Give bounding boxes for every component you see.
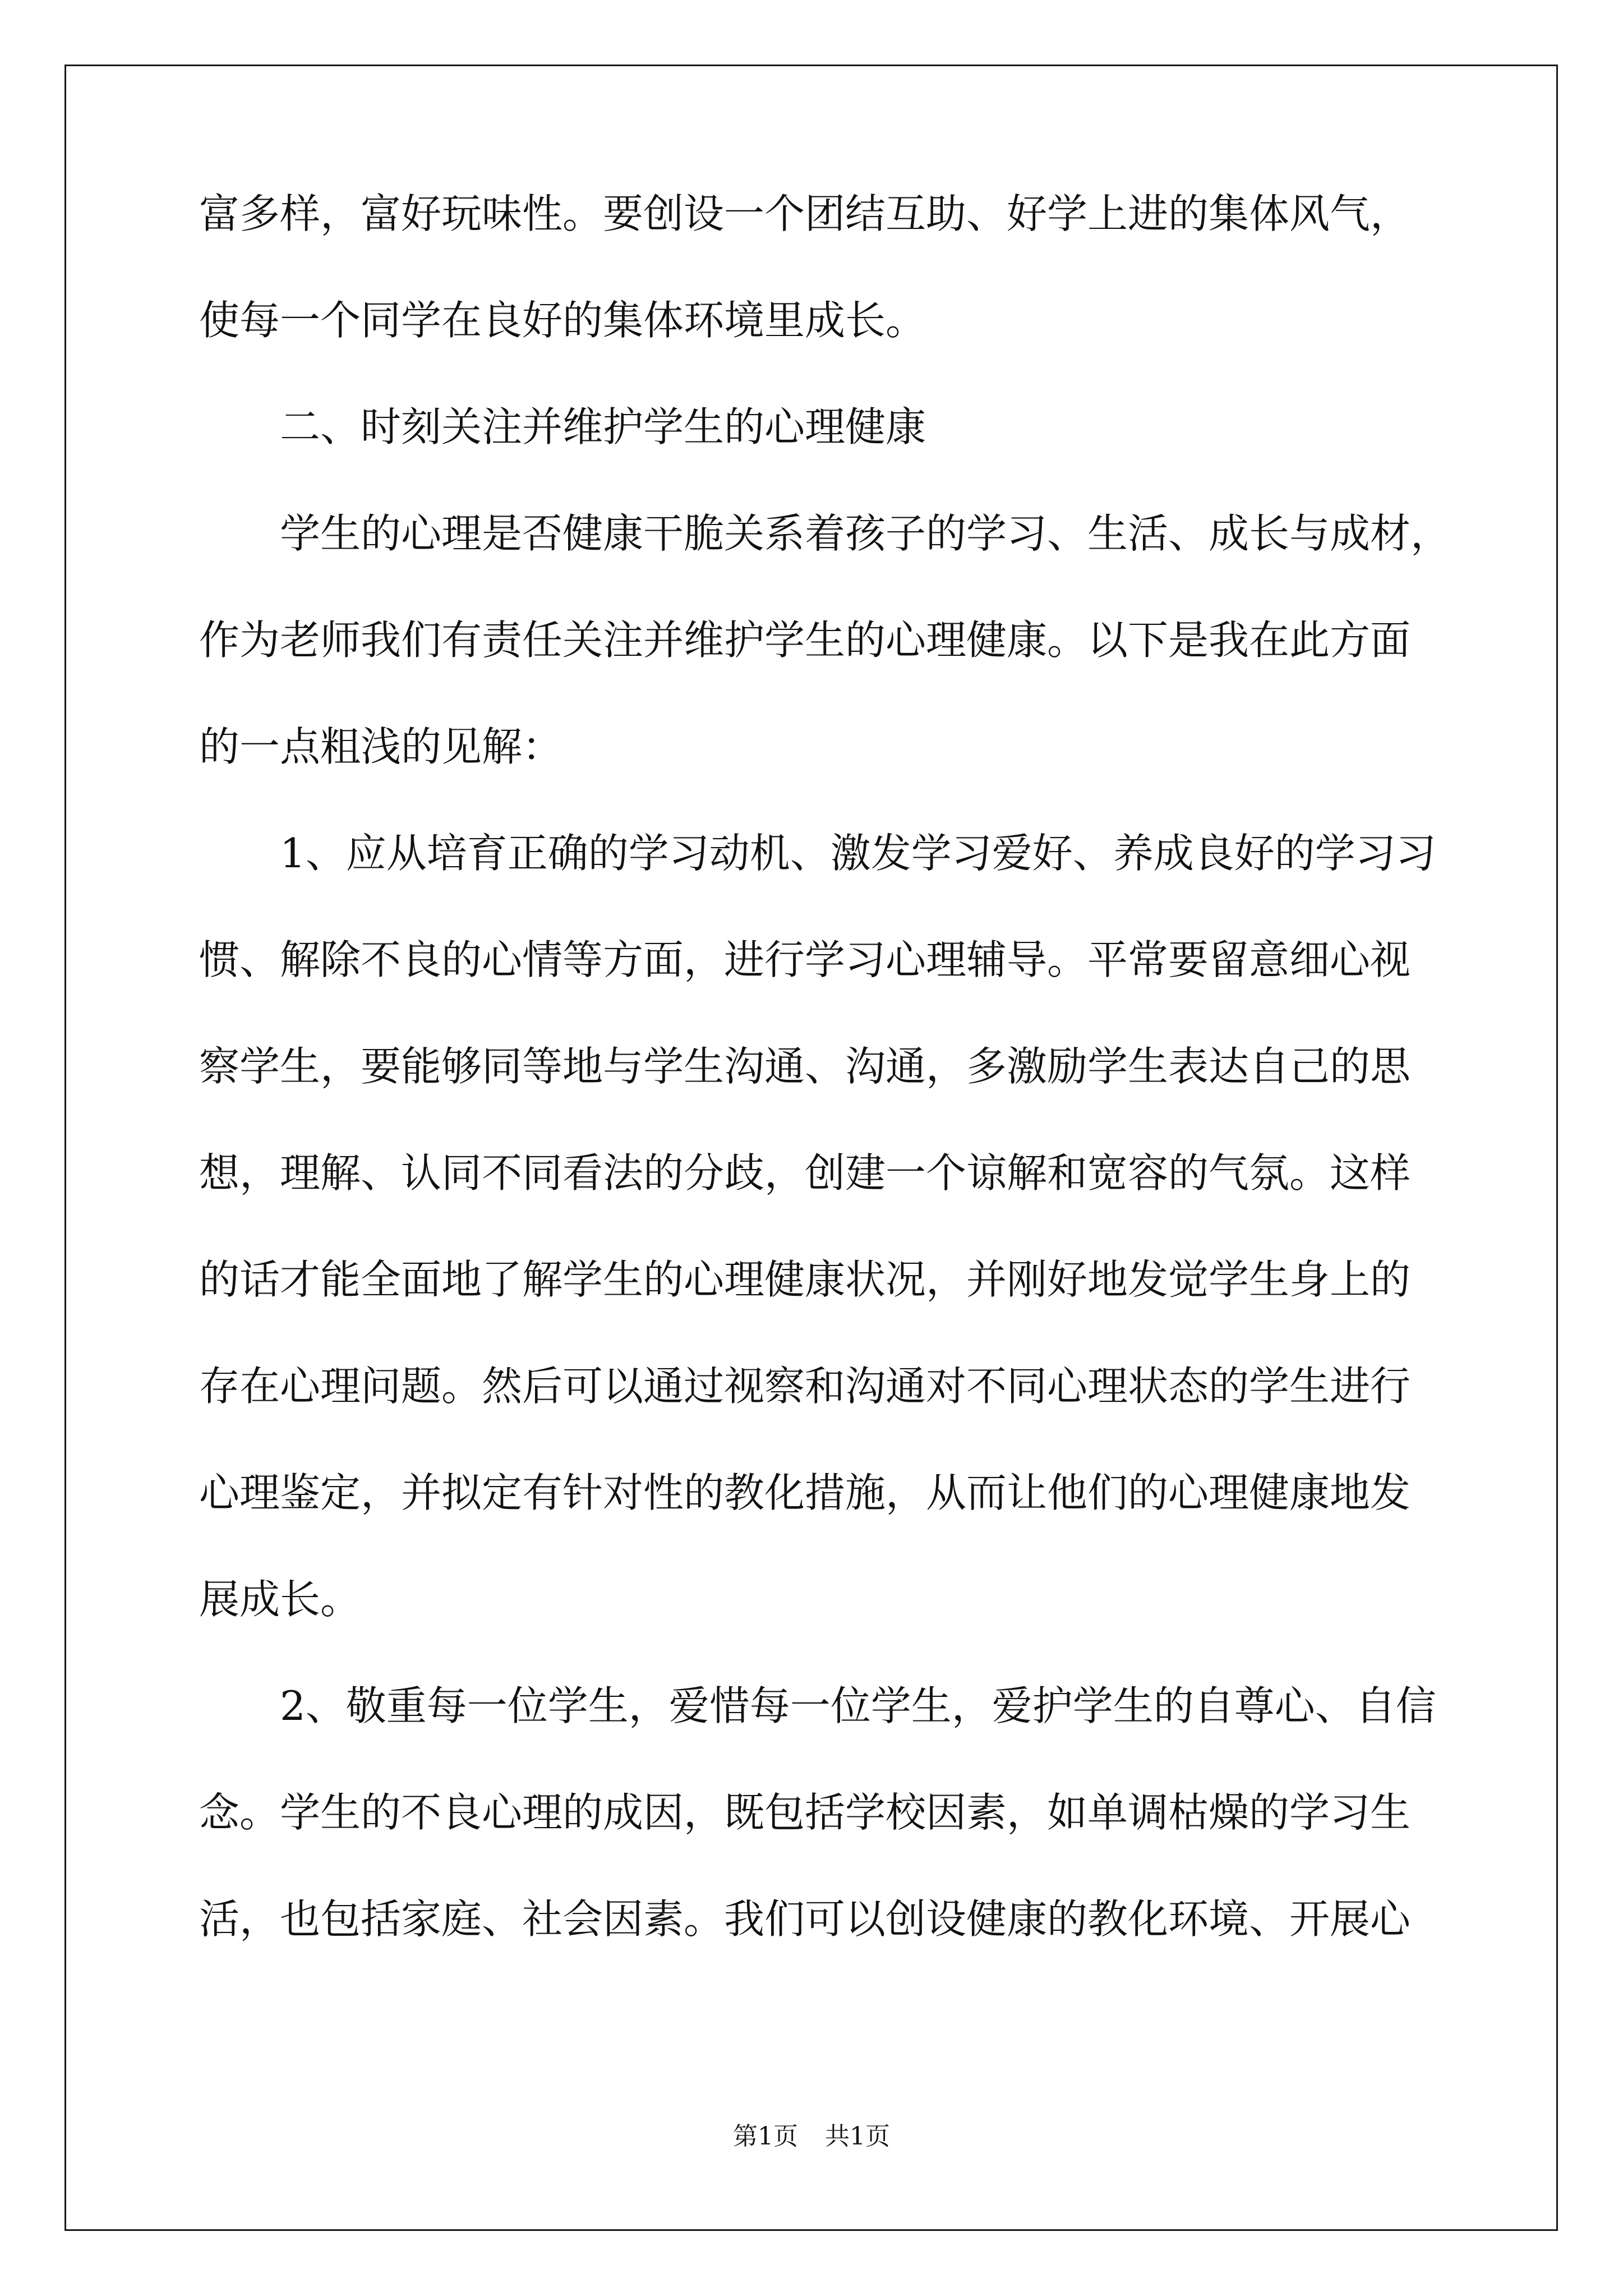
text-line: 的话才能全面地了解学生的心理健康状况，并刚好地发觉学生身上的 [199, 1256, 1411, 1303]
page-footer [0, 2116, 1623, 2152]
text-line: 1、应从培育正确的学习动机、激发学习爱好、养成良好的学习习 [280, 830, 1436, 877]
text-line: 使每一个同学在良好的集体环境里成长。 [199, 297, 926, 344]
text-line: 作为老师我们有责任关注并维护学生的心理健康。以下是我在此方面 [199, 616, 1411, 664]
text-line: 察学生，要能够同等地与学生沟通、沟通，多激励学生表达自己的思 [199, 1043, 1411, 1090]
text-line: 活，也包括家庭、社会因素。我们可以创设健康的教化环境、开展心 [199, 1895, 1411, 1943]
text-line: 富多样，富好玩味性。要创设一个团结互助、好学上进的集体风气， [199, 190, 1411, 237]
page-number: 第1页 [733, 2122, 798, 2151]
section-heading: 二、时刻关注并维护学生的心理健康 [280, 403, 926, 450]
text-line: 学生的心理是否健康干脆关系着孩子的学习、生活、成长与成材， [280, 510, 1451, 557]
text-line: 的一点粗浅的见解： [199, 723, 563, 770]
text-line: 展成长。 [199, 1576, 361, 1623]
text-line: 想，理解、认同不同看法的分歧，创建一个谅解和宽容的气氛。这样 [199, 1149, 1411, 1197]
text-line: 惯、解除不良的心情等方面，进行学习心理辅导。平常要留意细心视 [199, 936, 1411, 983]
text-line: 心理鉴定，并拟定有针对性的教化措施，从而让他们的心理健康地发 [199, 1469, 1411, 1516]
page-total: 共1页 [825, 2122, 890, 2151]
text-line: 念。学生的不良心理的成因，既包括学校因素，如单调枯燥的学习生 [199, 1789, 1411, 1836]
text-line: 存在心理问题。然后可以通过视察和沟通对不同心理状态的学生进行 [199, 1363, 1411, 1410]
text-line: 2、敬重每一位学生，爱惜每一位学生，爱护学生的自尊心、自信 [280, 1682, 1436, 1729]
